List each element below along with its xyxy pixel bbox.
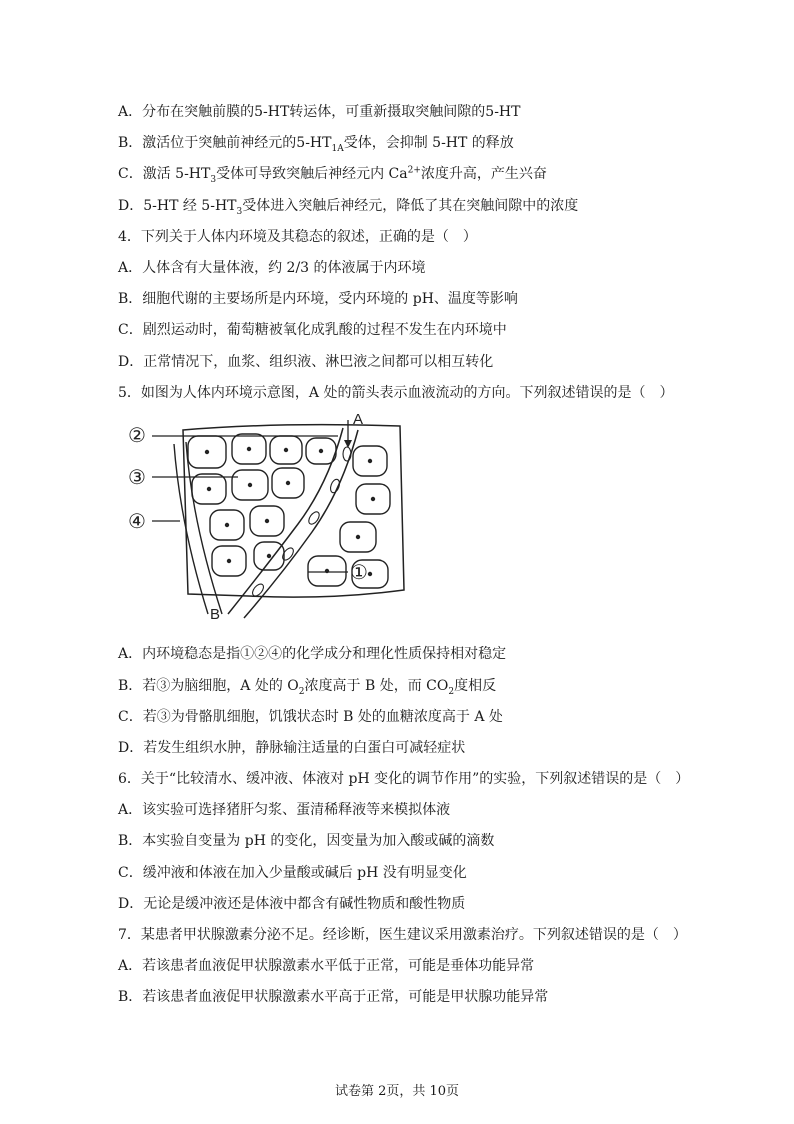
q5-option-b-subscript-2: 2 bbox=[448, 686, 455, 697]
q4-option-a: A．人体含有大量体液，约 2/3 的体液属于内环境 bbox=[118, 260, 426, 276]
q3-option-d bbox=[118, 196, 578, 216]
q7-stem: 7．某患者甲状腺激素分泌不足。经诊断，医生建议采用激素治疗。下列叙述错误的是（ ） bbox=[118, 927, 687, 943]
q3-option-b bbox=[118, 133, 514, 153]
q3-option-c bbox=[118, 164, 547, 184]
label-b: B bbox=[210, 606, 221, 623]
q4-stem: 4．下列关于人体内环境及其稳态的叙述，正确的是（ ） bbox=[118, 229, 477, 245]
q3-option-c-text-end: 浓度升高，产生兴奋 bbox=[420, 166, 547, 182]
q5-option-b-text: B．若③为脑细胞，A 处的 O bbox=[118, 678, 299, 694]
q3-option-c-text-mid: 受体可导致突触后神经元内 Ca bbox=[216, 166, 408, 182]
q5-option-b-subscript-1: 2 bbox=[298, 686, 305, 697]
label-a: A bbox=[353, 414, 364, 428]
q3-option-c-superscript: 2+ bbox=[407, 165, 421, 176]
q3-option-d-subscript: 3 bbox=[236, 206, 243, 217]
q3-option-a: A．分布在突触前膜的5-HT转运体，可重新摄取突触间隙的5-HT bbox=[118, 104, 521, 120]
q5-option-d: D．若发生组织水肿，静脉输注适量的白蛋白可减轻症状 bbox=[118, 740, 466, 756]
q4-option-d: D．正常情况下，血浆、组织液、淋巴液之间都可以相互转化 bbox=[118, 354, 494, 370]
q4-option-c: C．剧烈运动时，葡萄糖被氧化成乳酸的过程不发生在内环境中 bbox=[118, 322, 507, 338]
q5-option-a: A．内环境稳态是指①②④的化学成分和理化性质保持相对稳定 bbox=[118, 646, 507, 662]
q6-option-d: D．无论是缓冲液还是体液中都含有碱性物质和酸性物质 bbox=[118, 896, 466, 912]
label-3: ③ bbox=[128, 465, 146, 489]
q5-option-b-text-mid: 浓度高于 B 处，而 CO bbox=[304, 678, 449, 694]
label-2: ② bbox=[128, 423, 146, 447]
q7-option-a: A．若该患者血液促甲状腺激素水平低于正常，可能是垂体功能异常 bbox=[118, 958, 535, 974]
q6-stem: 6．关于“比较清水、缓冲液、体液对 pH 变化的调节作用”的实验，下列叙述错误的是（ ） bbox=[118, 771, 690, 787]
q3-option-c-text: C．激活 5-HT bbox=[118, 166, 211, 182]
internal-environment-diagram bbox=[128, 414, 418, 624]
q5-option-c: C．若③为骨骼肌细胞，饥饿状态时 B 处的血糖浓度高于 A 处 bbox=[118, 709, 503, 725]
q5-stem: 5．如图为人体内环境示意图，A 处的箭头表示血液流动的方向。下列叙述错误的是（ ） bbox=[118, 385, 674, 401]
q6-option-a: A．该实验可选择猪肝匀浆、蛋清稀释液等来模拟体液 bbox=[118, 802, 451, 818]
q3-option-d-text: D．5-HT 经 5-HT bbox=[118, 198, 237, 214]
q3-option-b-text-end: 受体，会抑制 5-HT 的释放 bbox=[343, 135, 514, 151]
q3-option-b-subscript: 1A bbox=[331, 143, 344, 154]
page-footer: 试卷第 2页，共 10页 bbox=[334, 1084, 460, 1099]
q5-option-b bbox=[118, 676, 496, 696]
q3-option-c-subscript: 3 bbox=[210, 174, 217, 185]
q3-option-b-text: B．激活位于突触前神经元的5-HT bbox=[118, 135, 332, 151]
q4-option-b: B．细胞代谢的主要场所是内环境，受内环境的 pH、温度等影响 bbox=[118, 291, 518, 307]
label-1: ① bbox=[350, 560, 368, 584]
q6-option-b: B．本实验自变量为 pH 的变化，因变量为加入酸或碱的滴数 bbox=[118, 833, 495, 849]
label-4: ④ bbox=[128, 509, 146, 533]
q5-option-b-text-end: 度相反 bbox=[454, 678, 497, 694]
q7-option-b: B．若该患者血液促甲状腺激素水平高于正常，可能是甲状腺功能异常 bbox=[118, 989, 549, 1005]
q6-option-c: C．缓冲液和体液在加入少量酸或碱后 pH 没有明显变化 bbox=[118, 865, 467, 881]
q3-option-d-text-end: 受体进入突触后神经元，降低了其在突触间隙中的浓度 bbox=[242, 198, 579, 214]
